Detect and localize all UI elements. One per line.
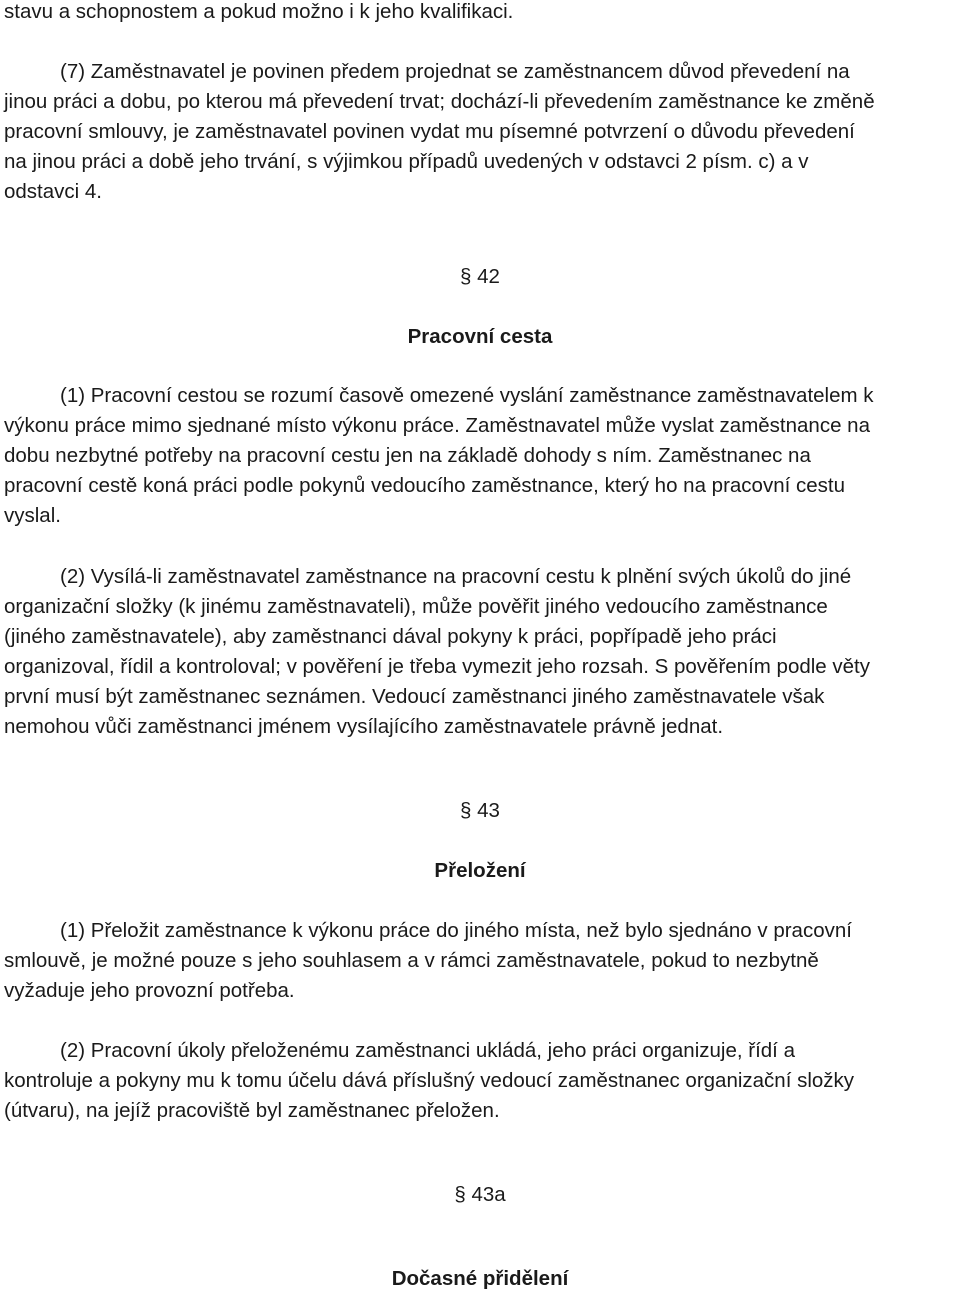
text-line: (7) Zaměstnavatel je povinen předem projednat se zaměstnancem důvod převedení na xyxy=(60,60,850,83)
text-line: (jiného zaměstnavatele), aby zaměstnanci dával pokyny k práci, popřípadě jeho práci xyxy=(4,625,777,648)
section-number-43a: § 43a xyxy=(454,1183,506,1206)
text-line: (1) Pracovní cestou se rozumí časově omezené vyslání zaměstnance zaměstnavatelem k xyxy=(60,384,874,407)
section-number-42: § 42 xyxy=(460,265,500,288)
section-title-pracovni-cesta: Pracovní cesta xyxy=(407,325,553,348)
text-line: pracovní smlouvy, je zaměstnavatel povinen vydat mu písemné potvrzení o důvodu převedení xyxy=(4,120,855,143)
paragraph-42-2 xyxy=(4,562,959,742)
paragraph-43-2 xyxy=(4,1036,959,1126)
text-line: na jinou práci a době jeho trvání, s výjimkou případů uvedených v odstavci 2 písm. c) a v xyxy=(4,150,809,173)
text-line: jinou práci a dobu, po kterou má převedení trvat; dochází-li převedením zaměstnance ke změně xyxy=(4,90,875,113)
section-title-prelozeni: Přeložení xyxy=(434,859,526,882)
text-line: vyslal. xyxy=(4,504,61,527)
text-line: výkonu práce mimo sjednané místo výkonu práce. Zaměstnavatel může vyslat zaměstnance na xyxy=(4,414,870,437)
paragraph-43-1 xyxy=(4,916,959,1006)
paragraph-continuation xyxy=(4,0,959,27)
text-line: kontroluje a pokyny mu k tomu účelu dává příslušný vedoucí zaměstnanec organizační složky xyxy=(4,1069,855,1092)
text-line: vyžaduje jeho provozní potřeba. xyxy=(4,979,295,1002)
text-line: (1) Přeložit zaměstnance k výkonu práce do jiného místa, než bylo sjednáno v pracovní xyxy=(60,919,852,942)
section-number-43: § 43 xyxy=(460,799,500,822)
paragraph-42-1 xyxy=(4,381,959,531)
text-line: smlouvě, je možné pouze s jeho souhlasem a v rámci zaměstnavatele, pokud to nezbytně xyxy=(4,949,819,972)
section-title-docasne-prideleni: Dočasné přidělení xyxy=(391,1267,569,1290)
text-line: dobu nezbytné potřeby na pracovní cestu jen na základě dohody s ním. Zaměstnanec na xyxy=(4,444,811,467)
text-line: pracovní cestě koná práci podle pokynů vedoucího zaměstnance, který ho na pracovní cestu xyxy=(4,474,846,497)
text-line: nemohou vůči zaměstnanci jménem vysílajícího zaměstnavatele právně jednat. xyxy=(4,715,724,738)
text-line: organizoval, řídil a kontroloval; v pověření je třeba vymezit jeho rozsah. S pověřením podle věty xyxy=(4,655,870,678)
text-line: organizační složky (k jinému zaměstnavateli), může pověřit jiného vedoucího zaměstnance xyxy=(4,595,828,618)
text-line: první musí být zaměstnanec seznámen. Vedoucí zaměstnanci jiného zaměstnavatele však xyxy=(4,685,825,708)
text-line: odstavci 4. xyxy=(4,180,102,203)
text-line: (2) Vysílá-li zaměstnavatel zaměstnance na pracovní cestu k plnění svých úkolů do jiné xyxy=(60,565,852,588)
text-line: stavu a schopnostem a pokud možno i k jeho kvalifikaci. xyxy=(4,0,514,23)
text-line: (2) Pracovní úkoly přeloženému zaměstnanci ukládá, jeho práci organizuje, řídí a xyxy=(60,1039,795,1062)
paragraph-7 xyxy=(4,57,959,207)
text-line: (útvaru), na jejíž pracoviště byl zaměstnanec přeložen. xyxy=(4,1099,500,1122)
